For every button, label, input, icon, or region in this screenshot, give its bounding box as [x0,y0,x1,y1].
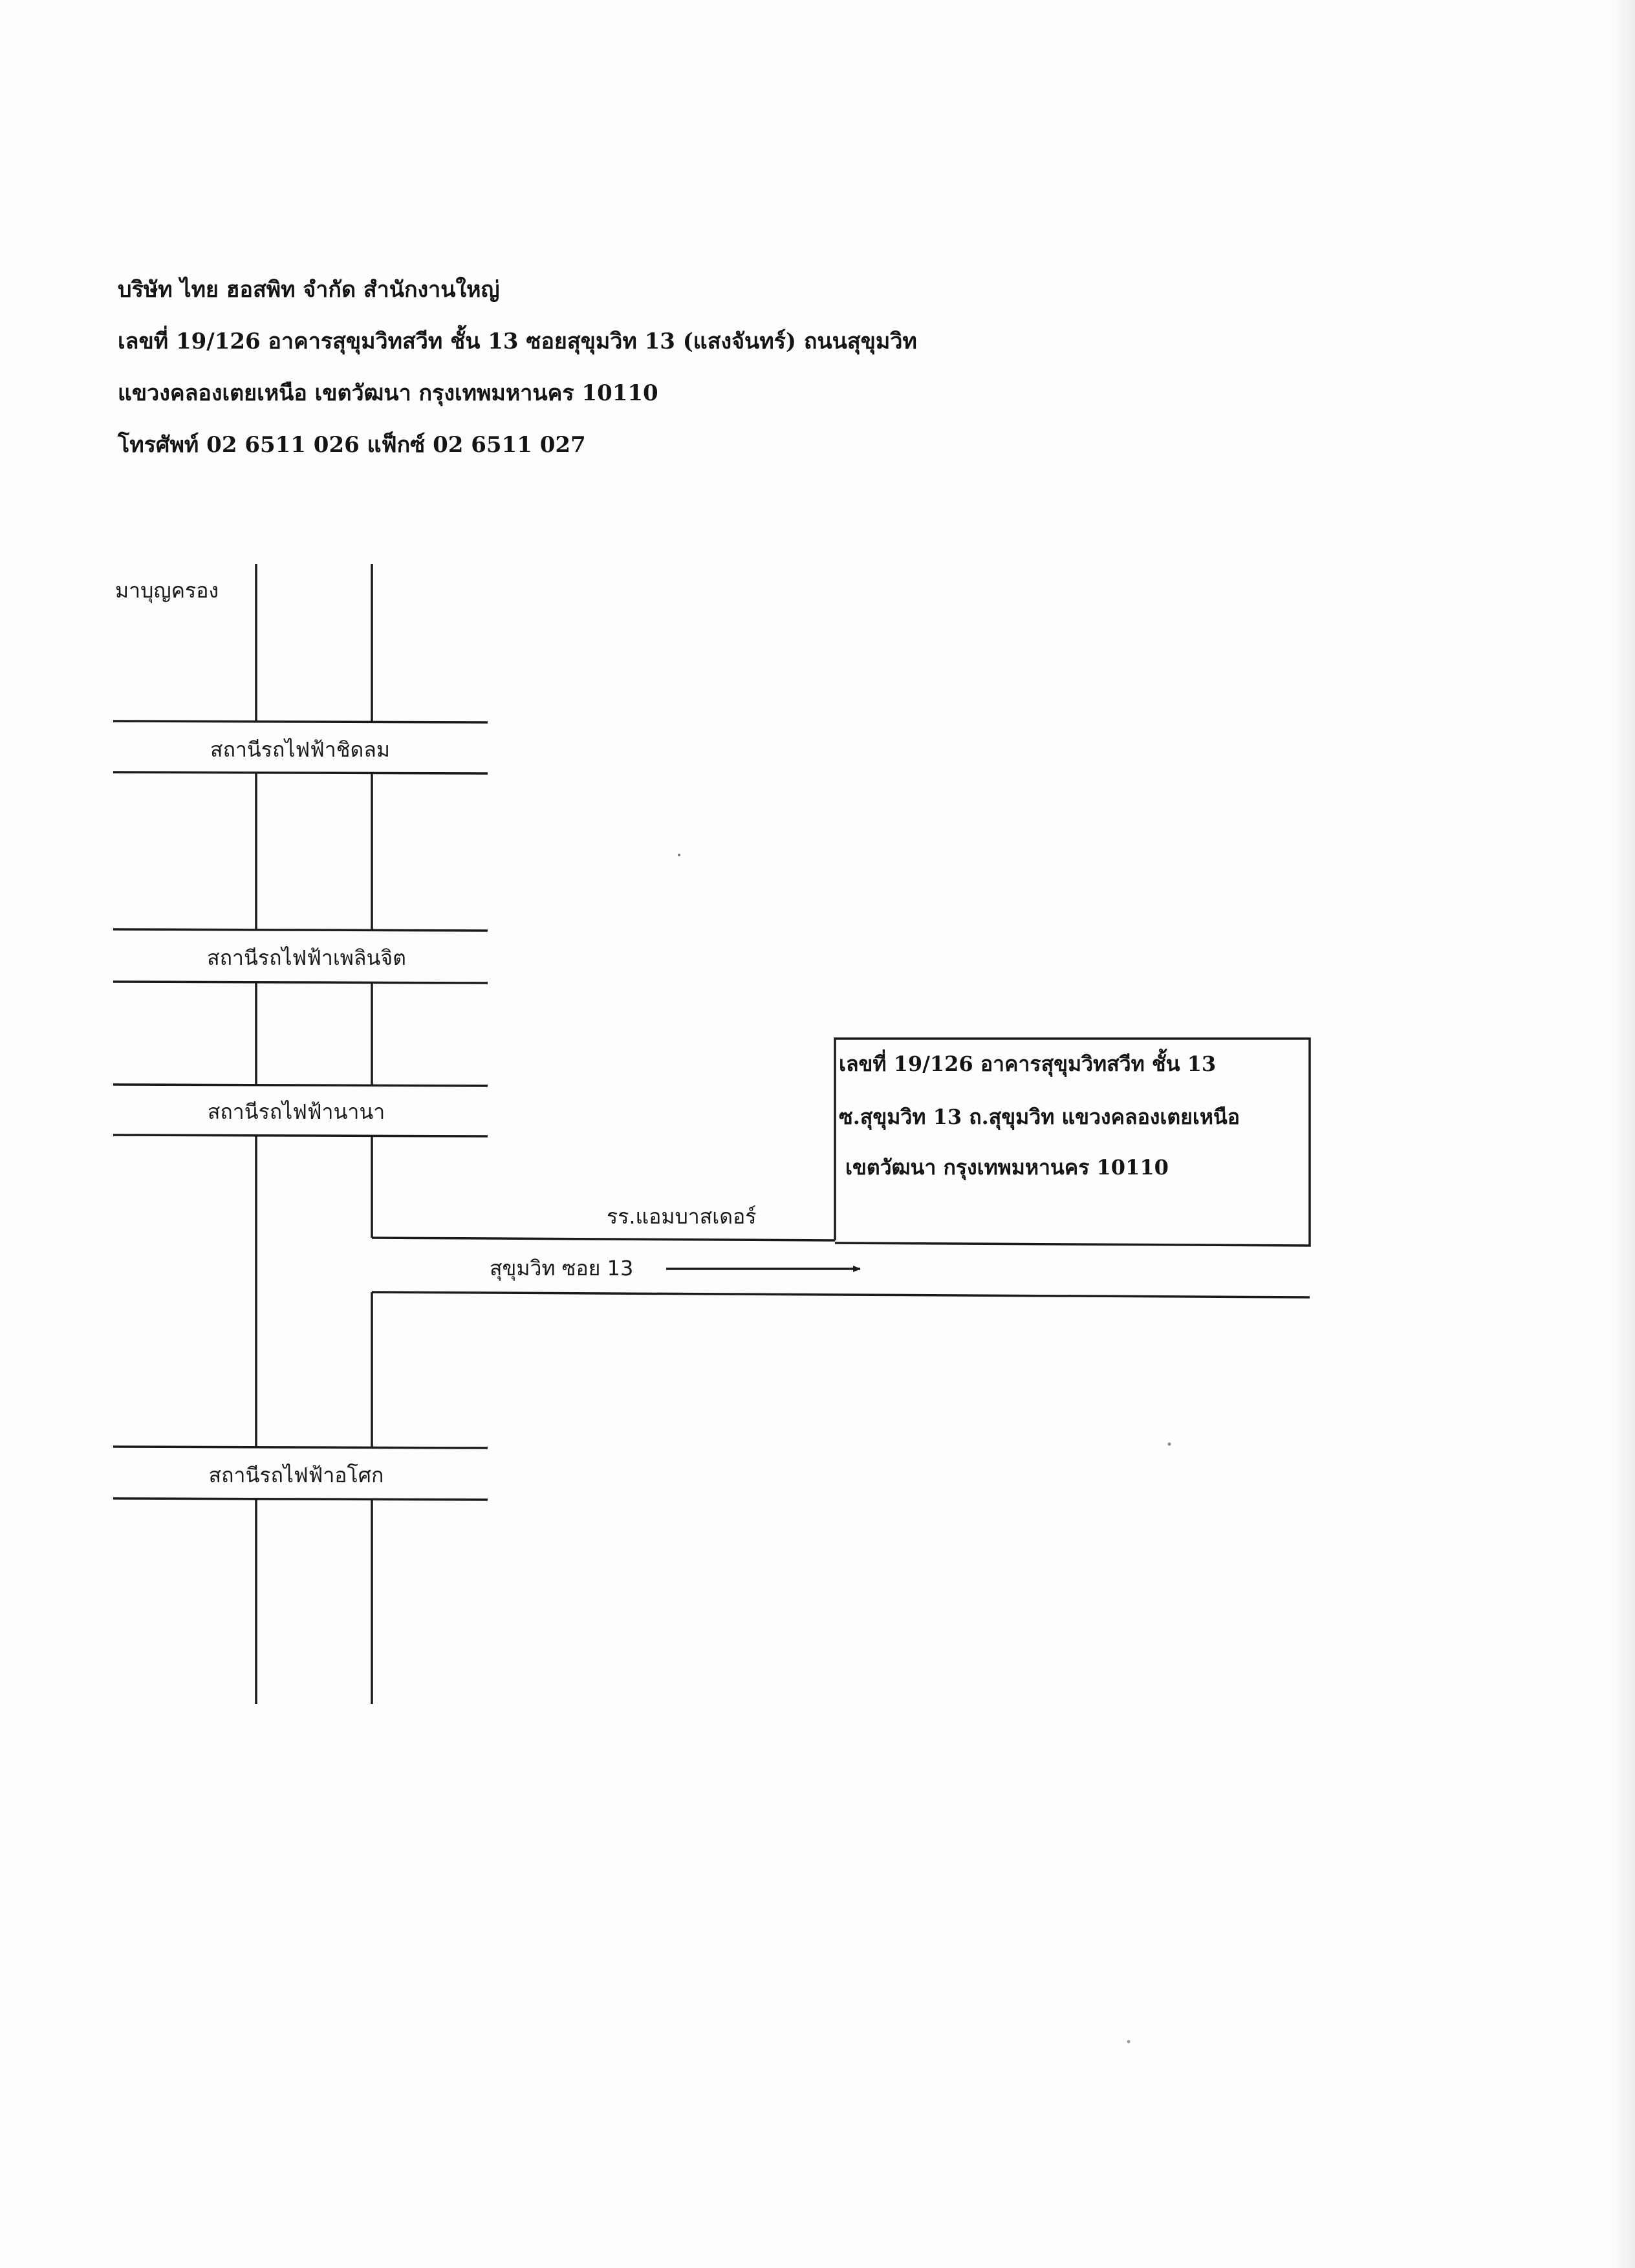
scan-speck [1168,1443,1171,1446]
mbk-direction-label: มาบุญครอง [115,578,219,603]
company-name: บริษัท ไทย ฮอสพิท จำกัด สำนักงานใหญ่ [118,277,500,303]
company-district-line: แขวงคลองเตยเหนือ เขตวัฒนา กรุงเทพมหานคร 10110 [118,380,658,406]
station-label-nana: สถานีรถไฟฟ้านานา [207,1099,385,1124]
company-contact-line: โทรศัพท์ 02 6511 026 แฟ็กซ์ 02 6511 027 [118,432,586,458]
station-label-asok: สถานีรถไฟฟ้าอโศก [208,1463,384,1487]
station-label-chidlom: สถานีรถไฟฟ้าชิดลม [210,737,390,762]
destination-address-line2: ซ.สุขุมวิท 13 ถ.สุขุมวิท แขวงคลองเตยเหนือ [839,1105,1240,1129]
company-address-line: เลขที่ 19/126 อาคารสุขุมวิทสวีท ชั้น 13 ซอยสุขุมวิท 13 (แสงจันทร์) ถนนสุขุมวิท [118,329,917,354]
destination-address-line1: เลขที่ 19/126 อาคารสุขุมวิทสวีท ชั้น 13 [839,1052,1217,1076]
scan-speck [1127,2040,1131,2044]
ambassador-school-label: รร.แอมบาสเดอร์ [607,1204,757,1229]
scan-speck [678,854,680,856]
soi-13-label: สุขุมวิท ซอย 13 [490,1256,634,1280]
station-label-ploenchit: สถานีรถไฟฟ้าเพลินจิต [207,945,406,970]
destination-address-line3: เขตวัฒนา กรุงเทพมหานคร 10110 [845,1155,1169,1180]
